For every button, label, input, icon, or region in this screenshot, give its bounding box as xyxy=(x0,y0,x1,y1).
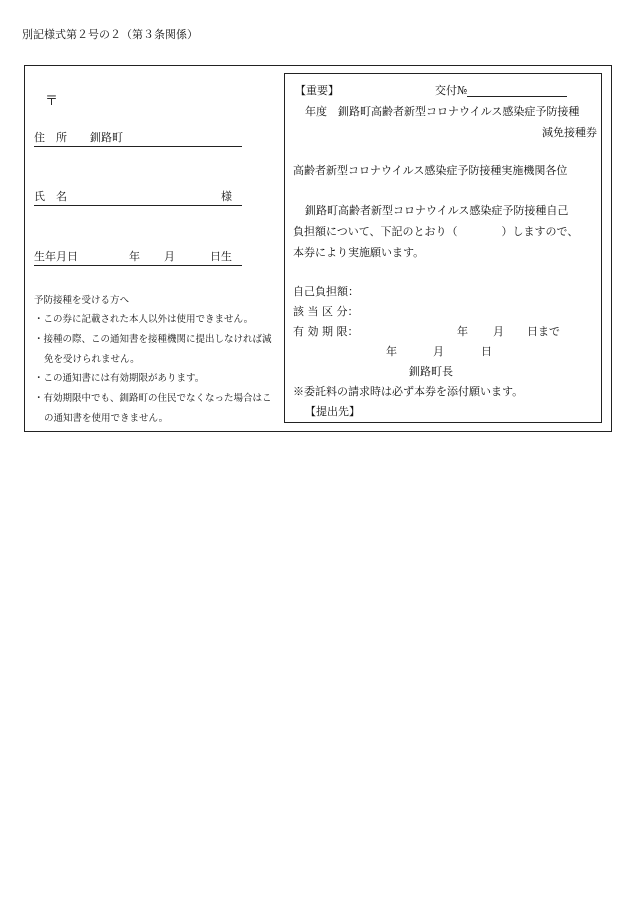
title-line2: 減免接種券 xyxy=(542,126,597,139)
important-label: 【重要】 xyxy=(295,84,339,97)
note-item: ・有効期限中でも、釧路町の住民でなくなった場合はこの通知書を使用できません。 xyxy=(34,393,272,424)
koufu-line xyxy=(467,84,567,97)
title-line1: 年度 釧路町高齢者新型コロナウイルス感染症予防接種 xyxy=(305,105,580,118)
issue-day: 日 xyxy=(481,345,492,358)
voucher-card xyxy=(24,65,612,432)
notes-title: 予防接種を受ける方へ xyxy=(34,295,130,306)
note-item: ・接種の際、この通知書を接種機関に提出しなければ減免を受けられません。 xyxy=(34,333,272,365)
koufu-label: 交付№ xyxy=(435,84,468,97)
notes-list xyxy=(34,310,274,429)
self-pay-label: 自己負担額： xyxy=(293,285,359,298)
note-item: ・この通知書には有効期限があります。 xyxy=(34,373,205,385)
name-suffix: 様 xyxy=(221,190,232,203)
expiry-year: 年 xyxy=(457,325,468,338)
expiry-month: 月 xyxy=(493,325,504,338)
issuer: 釧路町長 xyxy=(409,365,453,378)
postal-mark: 〒 xyxy=(45,94,59,109)
voucher-box xyxy=(284,73,602,423)
address-label: 住 所 xyxy=(34,131,67,144)
expiry-day: 日まで xyxy=(527,325,560,338)
issue-month: 月 xyxy=(433,345,444,358)
name-label: 氏 名 xyxy=(34,190,67,203)
dob-day: 日生 xyxy=(210,250,232,263)
dob-label: 生年月日 xyxy=(34,250,78,263)
dob-row xyxy=(34,249,242,266)
dob-year: 年 xyxy=(129,250,140,263)
address-value: 釧路町 xyxy=(90,131,123,144)
note-item: ・この券に記載された本人以外は使用できません。 xyxy=(34,314,254,325)
recipient-section xyxy=(25,66,280,431)
koufu-no xyxy=(435,82,567,98)
dob-month: 月 xyxy=(164,250,175,263)
request-note: ※委託料の請求時は必ず本券を添付願います。 xyxy=(293,385,524,398)
issue-year: 年 xyxy=(386,345,397,358)
name-row xyxy=(34,189,242,206)
address-row xyxy=(34,130,242,147)
addressee: 高齢者新型コロナウイルス感染症予防接種実施機関各位 xyxy=(293,164,568,177)
submit-to: 【提出先】 xyxy=(305,405,360,418)
body-line3: 本券により実施願います。 xyxy=(293,246,425,259)
category-label: 該 当 区 分： xyxy=(293,305,359,318)
body-line1: 釧路町高齢者新型コロナウイルス感染症予防接種自己 xyxy=(305,204,569,217)
body-line2: 負担額について、下記のとおり（ ）しますので、 xyxy=(293,225,579,238)
form-label: 別記様式第２号の２（第３条関係） xyxy=(22,28,198,41)
expiry-label: 有 効 期 限： xyxy=(293,325,359,338)
